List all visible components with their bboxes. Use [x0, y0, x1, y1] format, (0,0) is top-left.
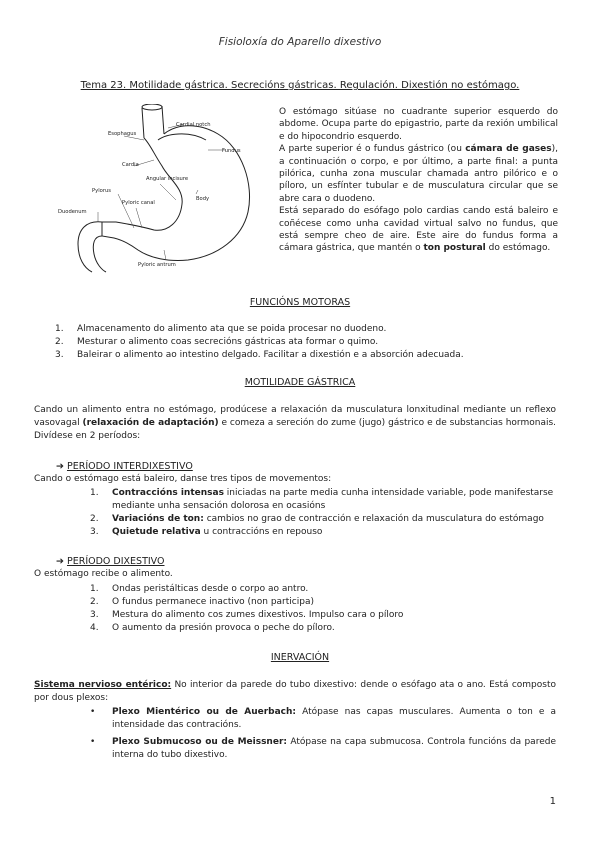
- list-item: 3. Quietude relativa u contraccións en repouso: [90, 527, 323, 537]
- esophagus-outline: [142, 106, 164, 138]
- label-pyloric-antrum: Pyloric antrum: [138, 262, 176, 268]
- dixestivo-intro: O estómago recibe o alimento.: [34, 569, 173, 579]
- intro-paragraph-2: A parte superior é o fundus gástrico (ou cámara de gases), a continuación o corpo, e por último, a parte final: a punta pilórica, cunha zona muscular chamada antro pilórico e o píloro, un esfínter tubular e de musculatura circular que se abre cara o duodeno.: [279, 144, 558, 204]
- label-angular-incisure: Angular incisure: [146, 176, 189, 182]
- page-number: 1: [549, 796, 556, 807]
- list-item: • Plexo Submucoso ou de Meissner: Atópase na capa submucosa. Controla funcións da parede interna do tubo dixestivo.: [90, 737, 556, 760]
- list-item: 4. O aumento da presión provoca o peche do píloro.: [90, 623, 335, 633]
- label-body: Body: [196, 196, 210, 202]
- bullet-icon: •: [90, 707, 96, 717]
- inervacion-paragraph: Sistema nervioso entérico: No interior da parede do tubo dixestivo: dende o esófago ata o ano. Está composto por dous plexos:: [34, 680, 556, 703]
- label-pyloric-canal: Pyloric canal: [122, 200, 155, 206]
- list-item: 2. O fundus permanece inactivo (non participa): [90, 597, 314, 607]
- motor-list: [55, 323, 555, 362]
- label-duodenum: Duodenum: [58, 209, 87, 215]
- label-cardia: Cardia: [122, 162, 139, 168]
- heading-dixestivo: ➔ PERÍODO DIXESTIVO: [56, 556, 165, 567]
- section-heading-motor: FUNCIÓNS MOTORAS: [249, 297, 351, 308]
- intro-text: [279, 106, 558, 255]
- document-title: Tema 23. Motilidade gástrica. Secrecións gástricas. Regulación. Dixestión no estómago.: [80, 80, 520, 91]
- label-fundus: Fundus: [222, 148, 241, 154]
- esophagus-opening: [142, 104, 162, 110]
- bullet-icon: •: [90, 737, 96, 747]
- stomach-outline: [102, 126, 250, 261]
- heading-interdixestivo: ➔ PERÍODO INTERDIXESTIVO: [56, 461, 193, 472]
- intro-paragraph-3: Está separado do esófago polo cardias cando está baleiro e coñécese como unha cavidad virtual salvo no fundus, que está sempre cheo de aire. Este aire do fundus forma a cámara gástrica, que mantén o ton postural do estómago.: [279, 206, 558, 254]
- label-pylorus: Pylorus: [92, 188, 111, 194]
- list-item: 2. Variacións de ton: cambios no grao de contracción e relaxación da musculatura do estómago: [90, 514, 544, 524]
- interdixestivo-list: [90, 487, 556, 539]
- section-heading-motilidade: MOTILIDADE GÁSTRICA: [244, 377, 356, 388]
- list-item: 3. Mestura do alimento cos zumes dixestivos. Impulso cara o píloro: [90, 610, 404, 620]
- dixestivo-list: [90, 583, 556, 635]
- list-item: 1. Contraccións intensas iniciadas na parte media cunha intensidade variable, pode manifestarse mediante unha sensación dolorosa en ocasións: [90, 488, 554, 511]
- list-item: 3. Baleirar o alimento ao intestino delgado. Facilitar a dixestión e a absorción adecuada.: [55, 350, 464, 360]
- page-header: Fisioloxía do Aparello dixestivo: [218, 36, 382, 48]
- arrow-right-icon: ➔: [56, 461, 67, 472]
- list-item: 1. Ondas peristálticas desde o corpo ao antro.: [90, 584, 309, 594]
- interdixestivo-intro: Cando o estómago está baleiro, danse tres tipos de movementos:: [34, 474, 332, 484]
- label-esophagus: Esophagus: [108, 131, 137, 137]
- stomach-diagram: [58, 104, 273, 274]
- list-item: 1. Almacenamento do alimento ata que se poida procesar no duodeno.: [55, 324, 387, 334]
- motilidade-paragraph: Cando un alimento entra no estómago, prodúcese a relaxación da musculatura lonxitudinal mediante un reflexo vasovagal (relaxación de adaptación) e comeza a sereción do zume (jugo) gástrico e de substancias hormonais. Divídese en 2 períodos:: [34, 405, 557, 441]
- list-item: • Plexo Mientérico ou de Auerbach: Atópase nas capas musculares. Aumenta o ton e a intensidade das contracións.: [90, 707, 557, 730]
- intro-paragraph-1: O estómago sitúase no cuadrante superior esquerdo do abdome. Ocupa parte do epigastrio, parte da rexión umbilical e do hipocondrio esquerdo.: [279, 107, 558, 142]
- label-cardial-notch: Cardial notch: [176, 122, 211, 128]
- plexus-list: [90, 706, 556, 762]
- inner-curve: [158, 134, 206, 140]
- list-item: 2. Mesturar o alimento coas secrecións gástricas ata formar o quimo.: [55, 337, 379, 347]
- arrow-right-icon: ➔: [56, 556, 67, 567]
- section-heading-inervacion: INERVACIÓN: [270, 652, 330, 663]
